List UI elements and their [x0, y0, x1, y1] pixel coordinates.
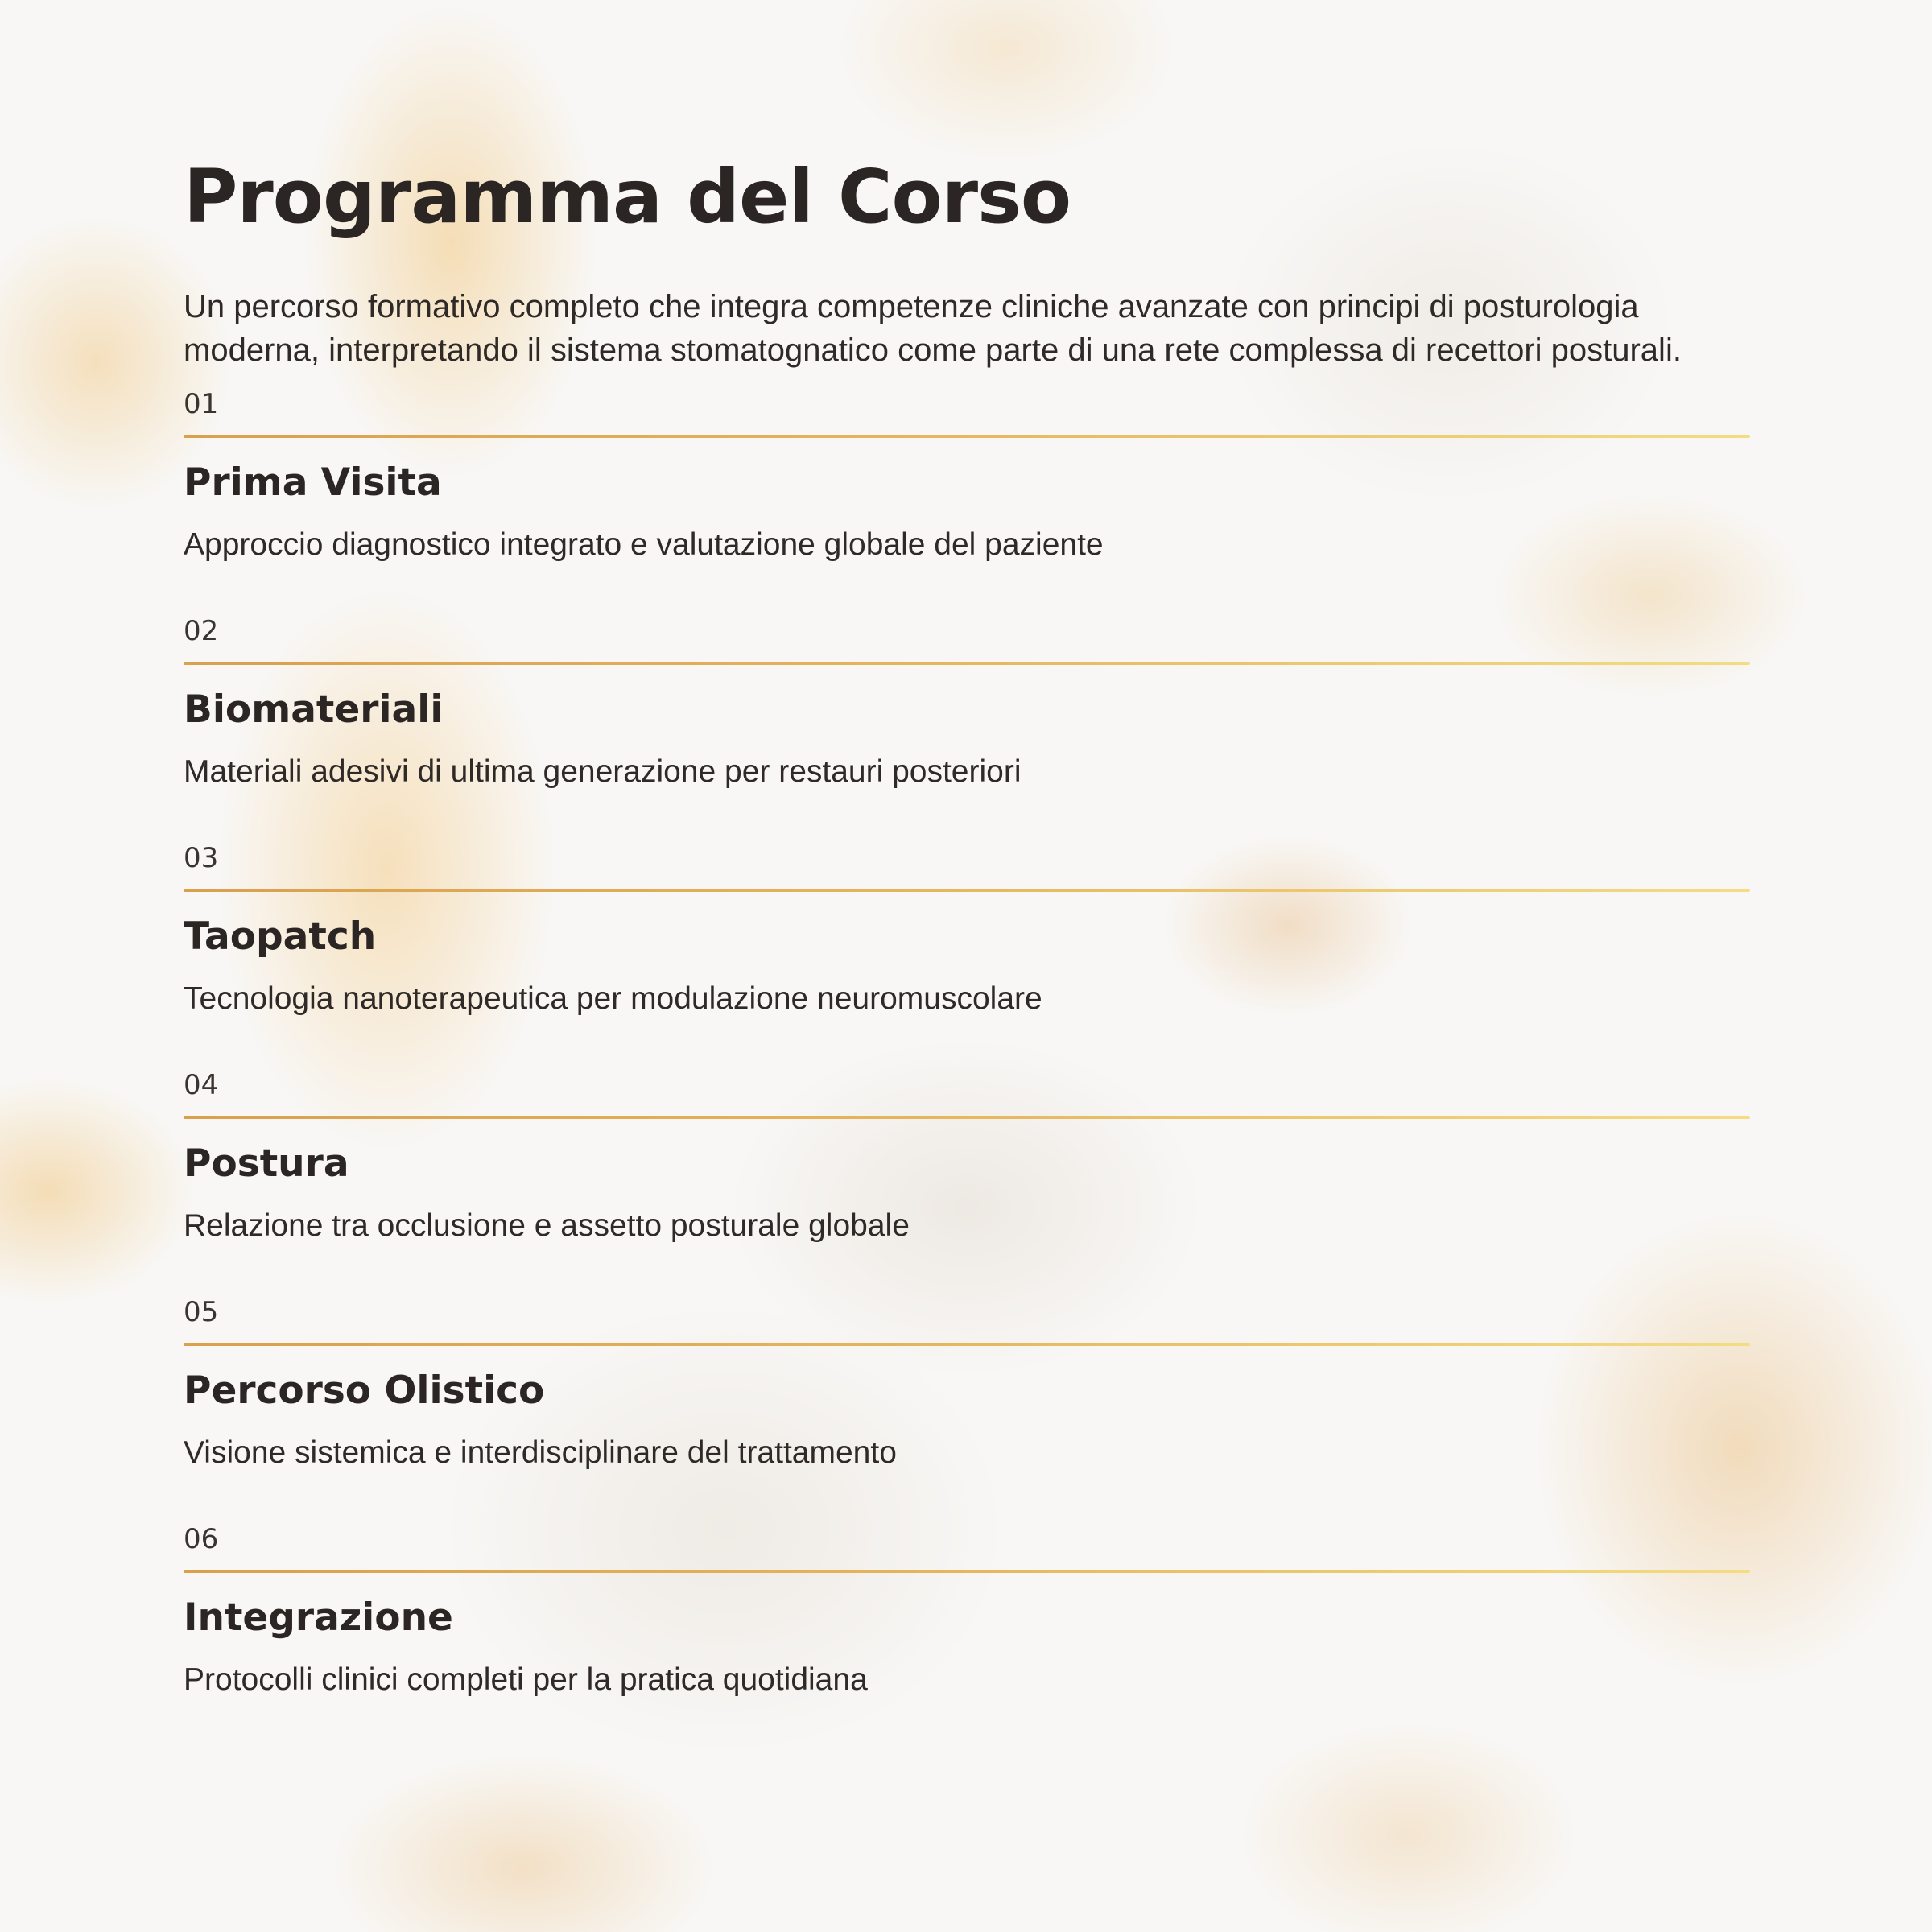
- module-description: Approccio diagnostico integrato e valutazione globale del paziente: [184, 527, 1104, 562]
- divider-line: [184, 889, 1750, 892]
- module-item: [184, 1069, 1750, 1296]
- module-number: 01: [184, 388, 219, 420]
- intro-paragraph: Un percorso formativo completo che integra competenze cliniche avanzate con principi di posturologia moderna, interpretando il sistema stomatognatico come parte di una rete complessa di recettori posturali.: [184, 289, 1682, 368]
- divider-line: [184, 662, 1750, 665]
- module-number: 06: [184, 1523, 219, 1555]
- module-number: 04: [184, 1069, 219, 1101]
- divider-line: [184, 1570, 1750, 1573]
- module-description: Relazione tra occlusione e assetto posturale globale: [184, 1208, 910, 1243]
- course-program: [184, 145, 1750, 1750]
- module-title: Prima Visita: [184, 460, 442, 505]
- divider-line: [184, 1116, 1750, 1119]
- module-list: [184, 388, 1750, 1750]
- module-item: [184, 615, 1750, 842]
- module-description: Visione sistemica e interdisciplinare del trattamento: [184, 1435, 897, 1470]
- divider-line: [184, 435, 1750, 438]
- divider-line: [184, 1343, 1750, 1346]
- module-description: Materiali adesivi di ultima generazione per restauri posteriori: [184, 754, 1022, 789]
- module-number: 02: [184, 615, 219, 647]
- page-title: Programma del Corso: [184, 154, 1071, 240]
- module-title: Biomateriali: [184, 687, 444, 732]
- module-title: Postura: [184, 1141, 349, 1186]
- module-title: Integrazione: [184, 1596, 453, 1640]
- module-description: Tecnologia nanoterapeutica per modulazione neuromuscolare: [184, 981, 1042, 1016]
- module-title: Taopatch: [184, 914, 377, 959]
- module-item: [184, 1523, 1750, 1750]
- module-item: [184, 1296, 1750, 1523]
- module-description: Protocolli clinici completi per la pratica quotidiana: [184, 1662, 868, 1697]
- module-number: 03: [184, 842, 219, 874]
- module-number: 05: [184, 1296, 219, 1328]
- module-item: [184, 842, 1750, 1069]
- module-title: Percorso Olistico: [184, 1368, 545, 1413]
- module-item: [184, 388, 1750, 615]
